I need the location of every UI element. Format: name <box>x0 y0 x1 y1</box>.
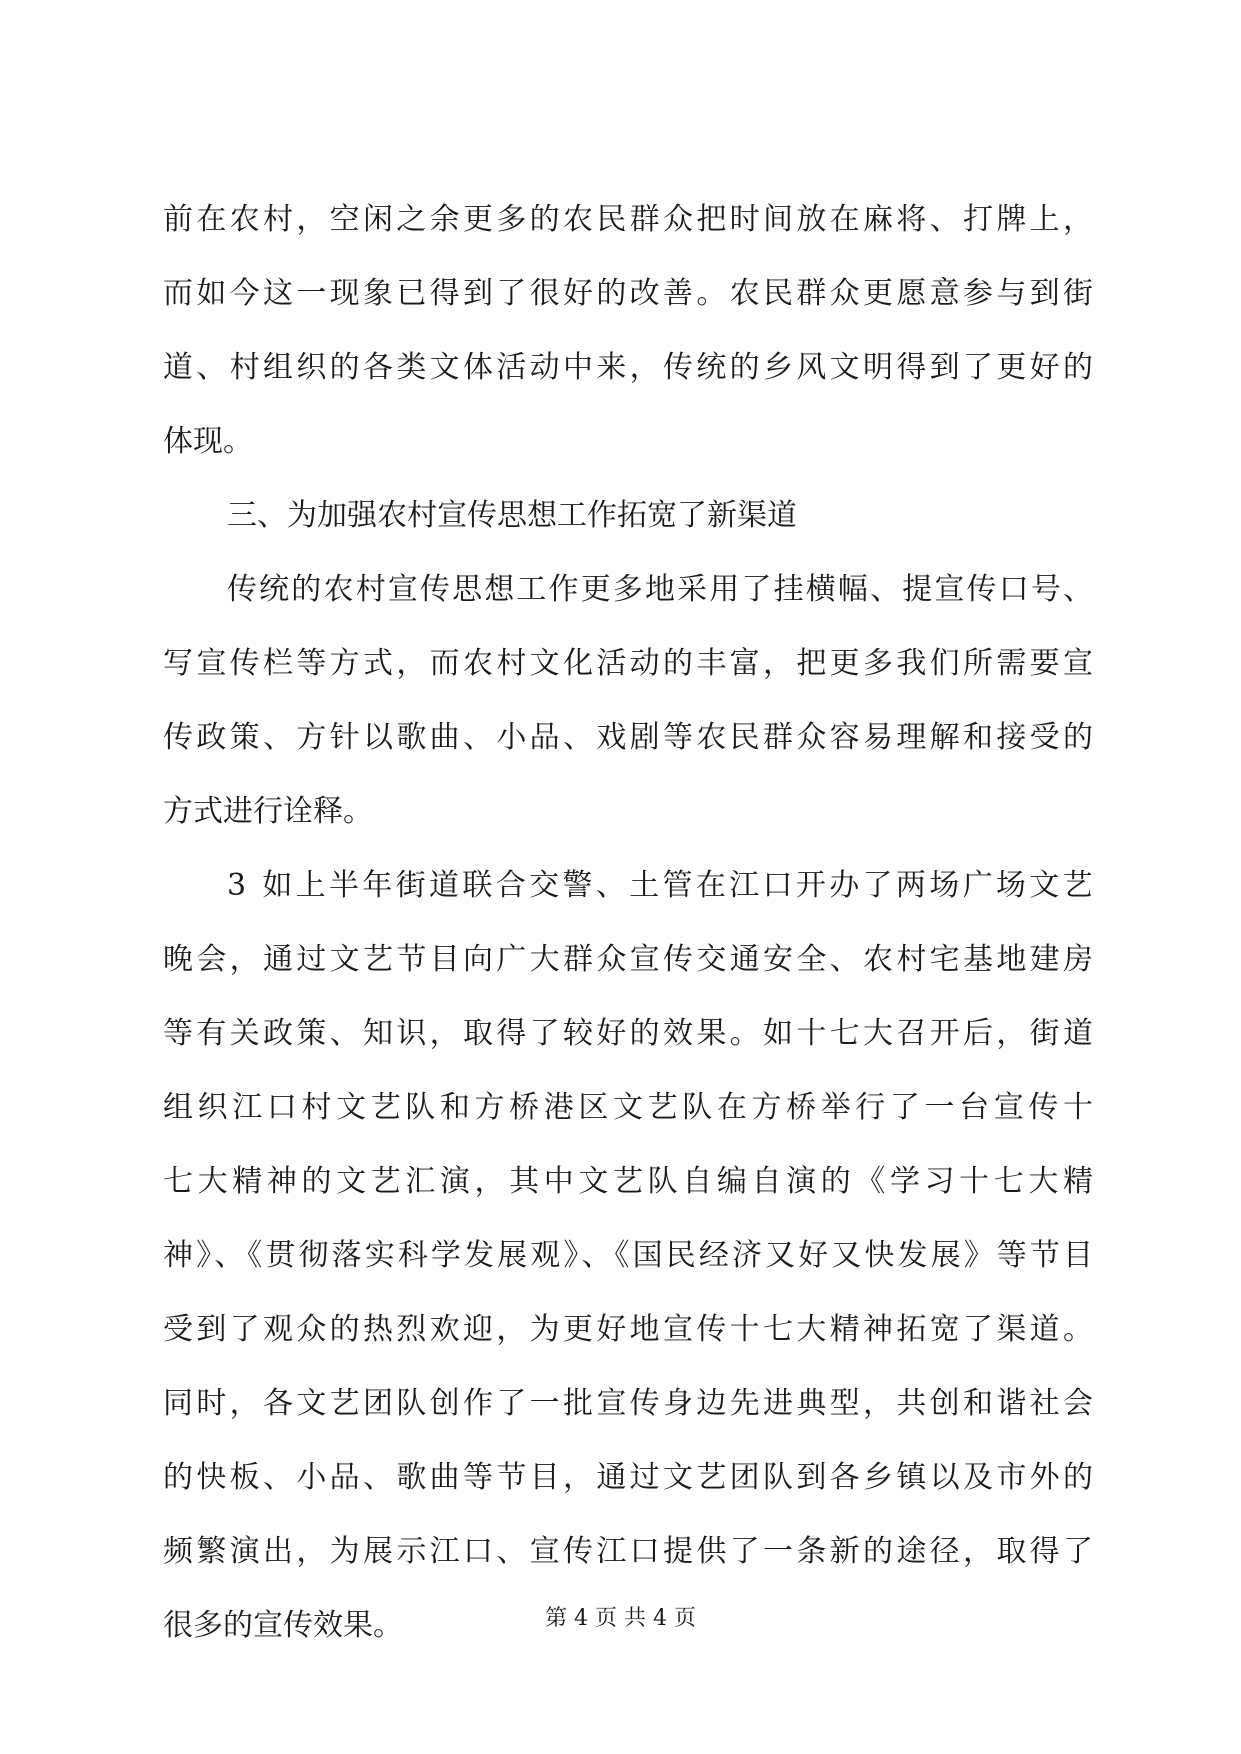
text-line: 方式进行诠释。 <box>163 794 373 829</box>
text-line: 道、村组织的各类文体活动中来，传统的乡风文明得到了更好的 <box>163 350 1097 385</box>
page-number-footer: 第 4 页 共 4 页 <box>545 1606 696 1631</box>
text-line: 而如今这一现象已得到了很好的改善。农民群众更愿意参与到街 <box>163 276 1097 311</box>
text-line: 写宣传栏等方式，而农村文化活动的丰富，把更多我们所需要宣 <box>163 646 1097 681</box>
text-line: 组织江口村文艺队和方桥港区文艺队在方桥举行了一台宣传十 <box>163 1090 1098 1125</box>
text-line: 同时，各文艺团队创作了一批宣传身边先进典型，共创和谐社会 <box>163 1386 1097 1421</box>
text-line: 3 如上半年街道联合交警、土管在江口开办了两场广场文艺 <box>227 868 1096 903</box>
text-line: 神》、《贯彻落实科学发展观》、《国民经济又好又快发展》等节目 <box>163 1238 1097 1273</box>
text-line: 体现。 <box>163 424 253 459</box>
text-line: 传政策、方针以歌曲、小品、戏剧等农民群众容易理解和接受的 <box>163 720 1097 755</box>
text-line: 七大精神的文艺汇演，其中文艺队自编自演的《学习十七大精 <box>163 1164 1098 1199</box>
text-line: 晚会，通过文艺节目向广大群众宣传交通安全、农村宅基地建房 <box>163 942 1097 977</box>
text-line: 受到了观众的热烈欢迎，为更好地宣传十七大精神拓宽了渠道。 <box>163 1312 1097 1347</box>
text-line: 传统的农村宣传思想工作更多地采用了挂横幅、提宣传口号、 <box>227 572 1096 607</box>
text-line: 等有关政策、知识，取得了较好的效果。如十七大召开后，街道 <box>163 1016 1097 1051</box>
text-line: 前在农村，空闲之余更多的农民群众把时间放在麻将、打牌上， <box>163 202 1097 237</box>
text-line: 很多的宣传效果。 <box>163 1608 403 1643</box>
text-line: 的快板、小品、歌曲等节目，通过文艺团队到各乡镇以及市外的 <box>163 1460 1097 1495</box>
text-line: 频繁演出，为展示江口、宣传江口提供了一条新的途径，取得了 <box>163 1534 1097 1569</box>
section-heading: 三、为加强农村宣传思想工作拓宽了新渠道 <box>227 498 797 533</box>
